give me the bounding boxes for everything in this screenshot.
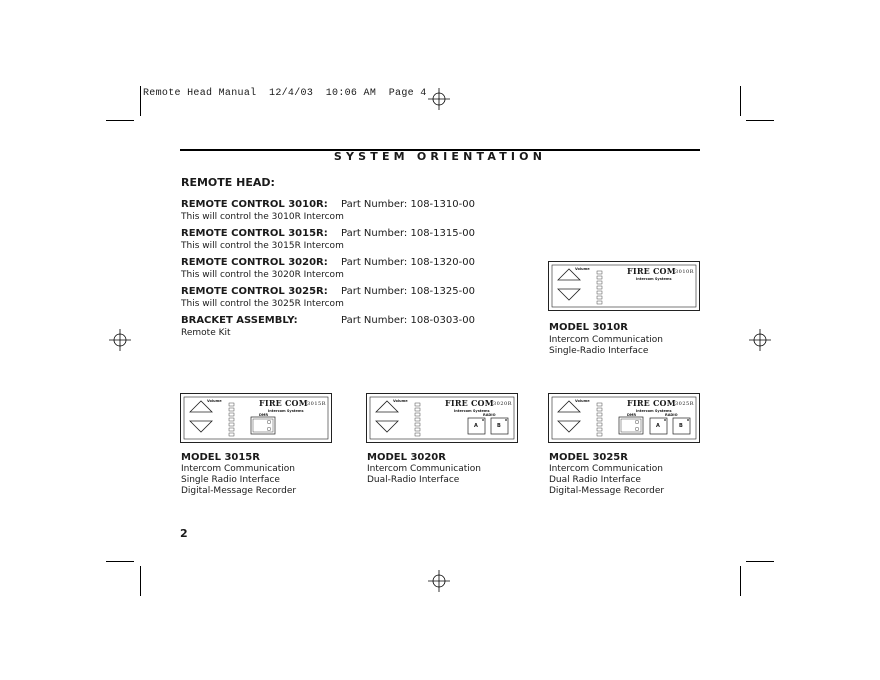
crop-mark-tl-h [106, 120, 134, 121]
dmr-label: DMR [259, 413, 269, 417]
volume-label: Volume [393, 399, 408, 403]
firecom-logo: FIRE COM [445, 398, 494, 408]
remote-panel-3020r [366, 393, 518, 443]
registration-mark-right [749, 329, 771, 351]
volume-label: Volume [207, 399, 222, 403]
firecom-logo: FIRE COM [627, 266, 676, 276]
part-number: Part Number: 108-0303-00 [341, 315, 475, 326]
volume-label: Volume [575, 267, 590, 271]
item-desc: This will control the 3010R Intercom [181, 212, 344, 222]
model-desc-line: Digital-Message Recorder [549, 486, 665, 496]
item-name: REMOTE CONTROL 3020R: [181, 257, 328, 268]
radio-a-button-label: A [656, 423, 660, 429]
item-desc: Remote Kit [181, 328, 231, 338]
firecom-sub: Intercom Systems [636, 409, 672, 413]
model-desc-line: Dual-Radio Interface [367, 475, 460, 485]
panel-model-label: 3010R [675, 269, 694, 275]
crop-mark-br-h [746, 561, 774, 562]
crop-mark-bl-v [140, 566, 141, 596]
model-title: MODEL 3020R [367, 452, 446, 463]
item-desc: This will control the 3025R Intercom [181, 299, 344, 309]
model-desc-line: Intercom Communication [549, 335, 663, 345]
registration-mark-top [428, 88, 450, 110]
crop-mark-tr-v [740, 86, 741, 116]
model-desc-line: Digital-Message Recorder [181, 486, 297, 496]
part-number: Part Number: 108-1315-00 [341, 228, 475, 239]
model-desc-line: Intercom Communication [367, 464, 481, 474]
radio-label: RADIO [483, 413, 496, 417]
panel-model-label: 3020R [493, 401, 512, 407]
model-title: MODEL 3025R [549, 452, 628, 463]
radio-label: RADIO [665, 413, 678, 417]
model-desc-line: Single Radio Interface [181, 475, 280, 485]
item-name: BRACKET ASSEMBLY: [181, 315, 298, 326]
panel-model-label: 3015R [307, 401, 326, 407]
remote-head-heading: REMOTE HEAD: [181, 176, 275, 189]
section-title: SYSTEM ORIENTATION [333, 150, 547, 163]
model-desc-line: Intercom Communication [181, 464, 295, 474]
crop-mark-bl-h [106, 561, 134, 562]
volume-label: Volume [575, 399, 590, 403]
item-name: REMOTE CONTROL 3015R: [181, 228, 328, 239]
remote-panel-3025r [548, 393, 700, 443]
firecom-sub: Intercom Systems [636, 277, 672, 281]
firecom-logo: FIRE COM [627, 398, 676, 408]
model-title: MODEL 3015R [181, 452, 260, 463]
print-slug: Remote Head Manual 12/4/03 10:06 AM Page 4 [143, 88, 427, 99]
registration-mark-bottom [428, 570, 450, 592]
remote-panel-3015r [180, 393, 332, 443]
dmr-label: DMR [627, 413, 637, 417]
firecom-sub: Intercom Systems [268, 409, 304, 413]
item-name: REMOTE CONTROL 3025R: [181, 286, 328, 297]
radio-b-button-label: B [679, 423, 683, 429]
model-desc-line: Intercom Communication [549, 464, 663, 474]
registration-mark-left [109, 329, 131, 351]
part-number: Part Number: 108-1325-00 [341, 286, 475, 297]
radio-b-button-label: B [497, 423, 501, 429]
item-name: REMOTE CONTROL 3010R: [181, 199, 328, 210]
page-number: 2 [180, 527, 188, 540]
panel-model-label: 3025R [675, 401, 694, 407]
firecom-logo: FIRE COM [259, 398, 308, 408]
remote-panel-3010r [548, 261, 700, 311]
crop-mark-tl-v [140, 86, 141, 116]
item-desc: This will control the 3020R Intercom [181, 270, 344, 280]
item-desc: This will control the 3015R Intercom [181, 241, 344, 251]
model-desc-line: Single-Radio Interface [549, 346, 649, 356]
radio-a-button-label: A [474, 423, 478, 429]
model-title: MODEL 3010R [549, 322, 628, 333]
part-number: Part Number: 108-1320-00 [341, 257, 475, 268]
crop-mark-br-v [740, 566, 741, 596]
crop-mark-tr-h [746, 120, 774, 121]
model-desc-line: Dual Radio Interface [549, 475, 641, 485]
firecom-sub: Intercom Systems [454, 409, 490, 413]
part-number: Part Number: 108-1310-00 [341, 199, 475, 210]
